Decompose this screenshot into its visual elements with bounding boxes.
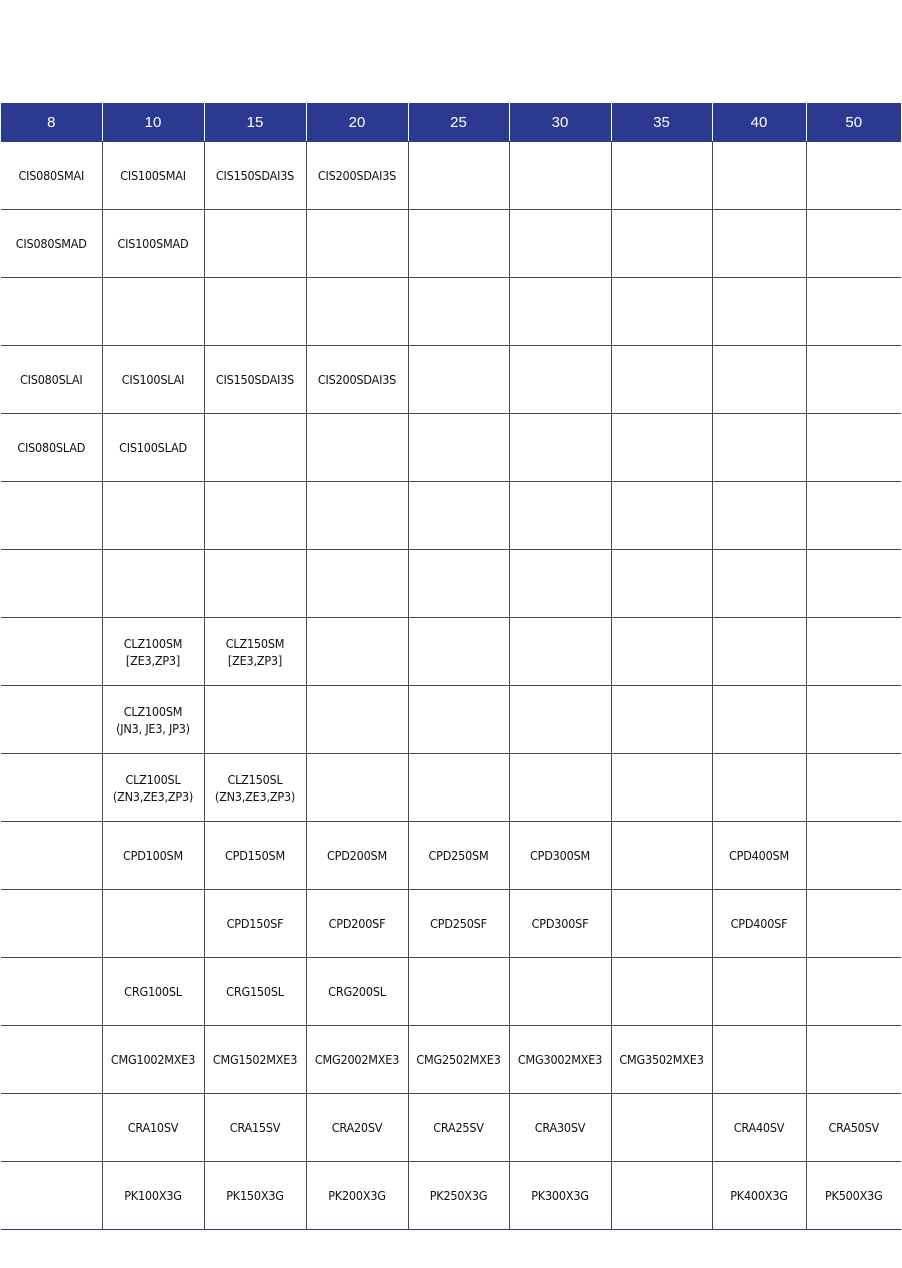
table-cell-empty [806,686,901,754]
table-cell: CIS100SMAI [102,142,204,210]
table-cell-empty [1,958,102,1026]
table-cell: CRA40SV [712,1094,806,1162]
table-cell: CIS080SLAI [1,346,102,414]
column-header-8: 8 [1,103,102,142]
table-cell: CPD150SF [204,890,306,958]
table-cell: CRA20SV [306,1094,408,1162]
table-cell: CRA30SV [509,1094,611,1162]
table-cell-empty [1,1094,102,1162]
product-size-table [1,103,901,1230]
table-cell: CMG3502MXE3 [611,1026,712,1094]
table-cell-empty [806,482,901,550]
table-cell-empty [712,1026,806,1094]
table-cell: CPD200SM [306,822,408,890]
table-cell-empty [611,142,712,210]
table-cell-empty [509,686,611,754]
column-header-50: 50 [806,103,901,142]
table-cell-empty [509,550,611,618]
table-body [1,142,901,1230]
table-row [1,958,901,1026]
table-cell-empty [712,958,806,1026]
table-row [1,754,901,822]
table-cell: CPD100SM [102,822,204,890]
table-cell-empty [611,278,712,346]
table-cell-empty [509,618,611,686]
table-cell-empty [712,142,806,210]
table-cell-empty [509,414,611,482]
table-cell-empty [204,482,306,550]
table-cell-empty [1,686,102,754]
table-cell-empty [611,550,712,618]
table-cell-empty [306,550,408,618]
table-cell-empty [806,550,901,618]
table-cell-empty [306,414,408,482]
table-cell: PK200X3G [306,1162,408,1230]
table-row [1,822,901,890]
table-row [1,210,901,278]
table-row [1,482,901,550]
table-cell: PK500X3G [806,1162,901,1230]
table-cell-empty [712,346,806,414]
table-cell-empty [306,482,408,550]
table-row [1,278,901,346]
table-cell-empty [712,754,806,822]
table-cell-empty [408,210,509,278]
table-row [1,1026,901,1094]
table-cell-empty [102,890,204,958]
table-cell-empty [611,890,712,958]
table-cell-empty [408,414,509,482]
table-cell-empty [509,482,611,550]
table-cell-empty [806,1026,901,1094]
table-cell-empty [1,890,102,958]
table-cell: PK400X3G [712,1162,806,1230]
table-cell-empty [1,550,102,618]
table-cell-empty [611,822,712,890]
table-cell-empty [611,958,712,1026]
table-cell-empty [712,414,806,482]
table-cell-empty [408,618,509,686]
table-cell-empty [1,482,102,550]
table-cell-empty [306,278,408,346]
table-cell-empty [712,550,806,618]
table-cell-empty [611,618,712,686]
table-row [1,686,901,754]
table-cell: CIS150SDAI3S [204,346,306,414]
table-cell: CIS150SDAI3S [204,142,306,210]
table-cell: CPD400SM [712,822,806,890]
table-row [1,1094,901,1162]
table-cell: CPD250SF [408,890,509,958]
table-cell-empty [806,754,901,822]
table-cell-empty [611,1094,712,1162]
table-cell: CIS100SMAD [102,210,204,278]
table-cell: CIS100SLAI [102,346,204,414]
table-cell: CRG200SL [306,958,408,1026]
table-cell: CLZ100SM (JN3, JE3, JP3) [102,686,204,754]
table-row [1,142,901,210]
table-cell-empty [712,482,806,550]
table-cell-empty [509,210,611,278]
column-header-30: 30 [509,103,611,142]
table-cell: CLZ100SM [ZE3,ZP3] [102,618,204,686]
table-cell-empty [509,958,611,1026]
table-cell-empty [806,822,901,890]
table-cell-empty [306,754,408,822]
table-cell-empty [611,754,712,822]
table-cell: CMG1002MXE3 [102,1026,204,1094]
column-header-25: 25 [408,103,509,142]
table-cell: CLZ100SL (ZN3,ZE3,ZP3) [102,754,204,822]
table-cell-empty [509,754,611,822]
table-cell-empty [408,482,509,550]
table-cell: CRG150SL [204,958,306,1026]
table-cell-empty [611,346,712,414]
table-cell: CIS080SMAI [1,142,102,210]
table-cell: CIS080SMAD [1,210,102,278]
table-cell-empty [611,482,712,550]
table-cell-empty [408,958,509,1026]
table-cell-empty [509,278,611,346]
table-cell: CPD300SF [509,890,611,958]
column-header-15: 15 [204,103,306,142]
table-cell: CLZ150SL (ZN3,ZE3,ZP3) [204,754,306,822]
table-cell-empty [806,618,901,686]
table-cell-empty [712,278,806,346]
table-cell-empty [306,210,408,278]
table-cell: CMG1502MXE3 [204,1026,306,1094]
table-cell-empty [806,890,901,958]
table-cell-empty [408,754,509,822]
table-cell: CIS200SDAI3S [306,346,408,414]
table-cell: PK250X3G [408,1162,509,1230]
table-cell: CRG100SL [102,958,204,1026]
table-cell-empty [509,142,611,210]
column-header-20: 20 [306,103,408,142]
table-cell-empty [204,278,306,346]
column-header-10: 10 [102,103,204,142]
table-cell-empty [408,142,509,210]
table-cell: CIS080SLAD [1,414,102,482]
table-cell-empty [408,278,509,346]
table-cell-empty [806,278,901,346]
table-row [1,346,901,414]
table-cell: CIS200SDAI3S [306,142,408,210]
table-cell-empty [306,618,408,686]
table-cell-empty [204,686,306,754]
table-cell: CLZ150SM [ZE3,ZP3] [204,618,306,686]
table-row [1,890,901,958]
table-cell-empty [306,686,408,754]
table-cell: CPD400SF [712,890,806,958]
table-cell: CIS100SLAD [102,414,204,482]
table-cell-empty [1,1026,102,1094]
table-cell-empty [408,550,509,618]
table-cell: CMG2502MXE3 [408,1026,509,1094]
column-header-35: 35 [611,103,712,142]
table-cell: CRA15SV [204,1094,306,1162]
table-cell: PK100X3G [102,1162,204,1230]
table-cell: CMG2002MXE3 [306,1026,408,1094]
table-cell-empty [408,686,509,754]
table-row [1,1162,901,1230]
table-cell-empty [611,1162,712,1230]
table-cell-empty [1,754,102,822]
table-row [1,414,901,482]
table-cell: CRA50SV [806,1094,901,1162]
table-cell-empty [1,618,102,686]
table-header-row [1,103,901,142]
table-cell-empty [102,550,204,618]
table-cell-empty [1,822,102,890]
table-row [1,618,901,686]
table-cell-empty [1,278,102,346]
table-cell-empty [102,482,204,550]
table-cell-empty [1,1162,102,1230]
table-cell-empty [806,346,901,414]
table-cell-empty [806,142,901,210]
product-table-container [1,103,901,1230]
table-cell: CPD200SF [306,890,408,958]
table-cell-empty [408,346,509,414]
table-cell-empty [806,210,901,278]
table-cell: CPD250SM [408,822,509,890]
table-cell: CRA25SV [408,1094,509,1162]
table-cell-empty [806,414,901,482]
table-cell-empty [806,958,901,1026]
table-cell-empty [204,414,306,482]
table-cell-empty [204,210,306,278]
table-cell: PK150X3G [204,1162,306,1230]
table-cell: CMG3002MXE3 [509,1026,611,1094]
table-cell: PK300X3G [509,1162,611,1230]
table-cell: CRA10SV [102,1094,204,1162]
table-cell-empty [204,550,306,618]
table-cell-empty [712,618,806,686]
column-header-40: 40 [712,103,806,142]
table-cell-empty [611,414,712,482]
table-cell: CPD300SM [509,822,611,890]
table-cell-empty [611,210,712,278]
table-row [1,550,901,618]
table-cell-empty [102,278,204,346]
table-cell-empty [611,686,712,754]
table-cell: CPD150SM [204,822,306,890]
table-cell-empty [509,346,611,414]
table-cell-empty [712,686,806,754]
table-cell-empty [712,210,806,278]
